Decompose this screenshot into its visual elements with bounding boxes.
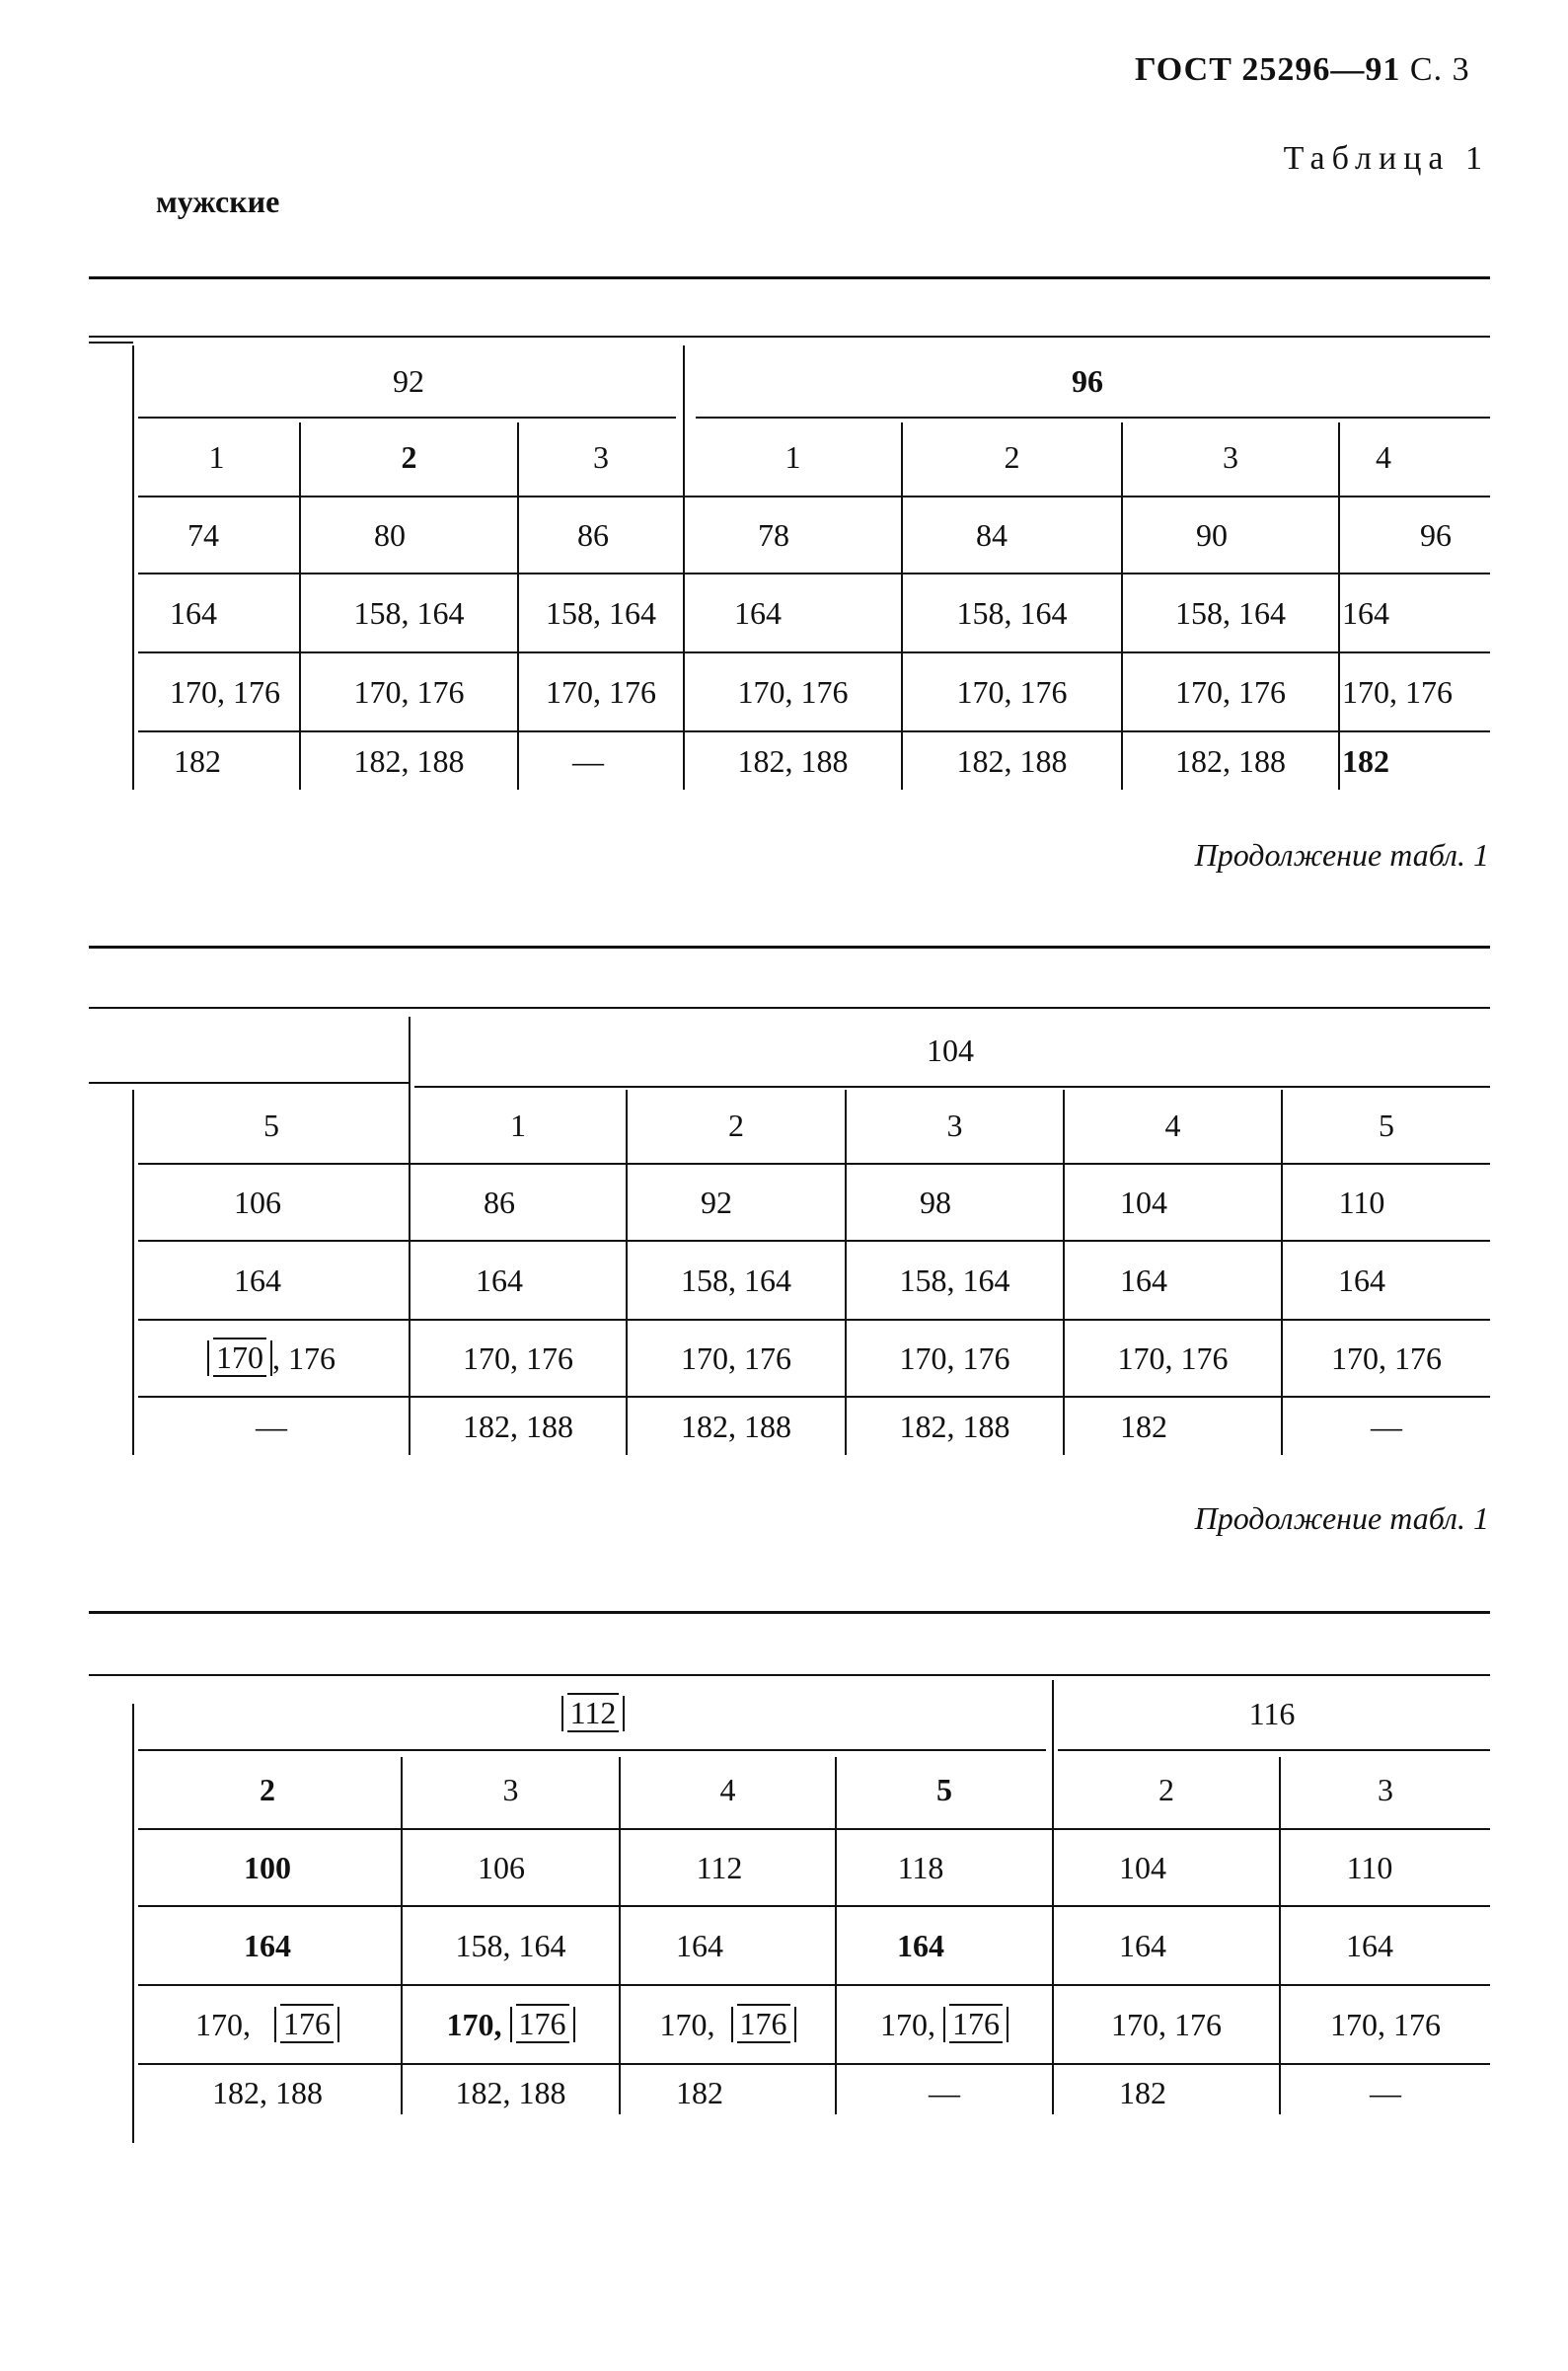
table-cell: 182, 188 <box>681 1408 791 1444</box>
table-cell: 96 <box>1420 516 1452 553</box>
table-cell: 100 <box>244 1849 291 1885</box>
table-cell: 182, 188 <box>463 1408 573 1444</box>
table-cell: 170, 176 <box>1331 1339 1442 1376</box>
table-cell: 158, 164 <box>1175 594 1286 631</box>
table-cell: 74 <box>187 516 219 553</box>
boxed-value-text: 176 <box>516 2004 569 2043</box>
continuation-label: Продолжение табл. 1 <box>1194 1500 1489 1536</box>
column-head: 4 <box>1376 438 1391 475</box>
table-cell: 170, 176 <box>737 673 849 710</box>
boxed-value-text: 176 <box>737 2004 790 2043</box>
group-header: 116 <box>1248 1695 1296 1731</box>
table-cell: 118 <box>897 1849 944 1885</box>
column-head: 2 <box>1158 1771 1174 1807</box>
boxed-value-text: 176 <box>280 2004 334 2043</box>
table-cell: 164 <box>734 594 782 631</box>
table-cell: 98 <box>920 1184 951 1220</box>
boxed-value <box>943 2007 1008 2041</box>
boxed-value <box>731 2007 796 2041</box>
table-cell-prefix: 170, <box>446 2006 502 2042</box>
table-cell <box>134 1321 409 1396</box>
table-cell: 182, 188 <box>956 742 1068 779</box>
table-cell: 164 <box>1119 1927 1166 1963</box>
table-cell: 170, 176 <box>1111 2006 1222 2042</box>
table-cell: 90 <box>1196 516 1228 553</box>
table-cell: 164 <box>676 1927 723 1963</box>
table-cell: 170, 176 <box>170 673 280 710</box>
column-head: 2 <box>260 1771 275 1807</box>
column-head: 3 <box>1223 438 1238 475</box>
table-cell-prefix: 170, <box>195 2006 251 2042</box>
continuation-label: Продолжение табл. 1 <box>1194 837 1489 873</box>
table-cell: 164 <box>234 1262 281 1298</box>
table-cell: 182, 188 <box>737 742 849 779</box>
table-cell: 158, 164 <box>899 1262 1010 1298</box>
table-cell: 158, 164 <box>353 594 465 631</box>
boxed-value <box>561 1696 626 1730</box>
boxed-value-text: 176 <box>949 2004 1003 2043</box>
boxed-value <box>274 2007 339 2041</box>
table-cell: 182, 188 <box>1175 742 1286 779</box>
table-cell: 158, 164 <box>681 1262 791 1298</box>
column-head: 5 <box>936 1771 952 1807</box>
column-head: 3 <box>593 438 609 475</box>
column-head: 3 <box>946 1107 963 1143</box>
table-cell: 182, 188 <box>455 2074 566 2110</box>
boxed-value-text: 170 <box>213 1338 266 1377</box>
table-cell <box>134 1986 401 2063</box>
column-head: 4 <box>719 1771 736 1807</box>
table-cell: 92 <box>701 1184 732 1220</box>
table-cell: 164 <box>1346 1927 1393 1963</box>
table-cell: — <box>1371 1408 1402 1444</box>
table-cell: 182, 188 <box>899 1408 1010 1444</box>
table-subtitle: мужские <box>156 184 280 219</box>
rule <box>89 342 133 344</box>
table-cell: — <box>256 1408 287 1444</box>
table-cell: 182 <box>1119 2074 1166 2110</box>
table-cell: 86 <box>484 1184 515 1220</box>
table-cell: 104 <box>1120 1184 1167 1220</box>
group-header: 104 <box>927 1032 974 1068</box>
table-cell: 170, 176 <box>1342 673 1453 710</box>
table-cell: 80 <box>374 516 406 553</box>
table-cell: 170, 176 <box>463 1339 573 1376</box>
group-header: 96 <box>1072 362 1103 399</box>
table-cell: 78 <box>758 516 789 553</box>
table-cell: 170, 176 <box>956 673 1068 710</box>
rule <box>89 1674 1490 1676</box>
table-cell: 104 <box>1119 1849 1166 1885</box>
table-cell: 84 <box>976 516 1008 553</box>
table-cell: 164 <box>1342 594 1389 631</box>
table-title: Таблица 1 <box>1283 140 1489 177</box>
rule <box>89 1611 1490 1614</box>
table-cell: 158, 164 <box>546 594 656 631</box>
table-cell: 170, 176 <box>1175 673 1286 710</box>
table-cell: 170, 176 <box>899 1339 1010 1376</box>
table-cell: 110 <box>1338 1184 1385 1220</box>
document-code <box>1135 51 1470 89</box>
rule <box>89 946 1490 949</box>
column-head: 4 <box>1164 1107 1181 1143</box>
table-cell: 106 <box>234 1184 281 1220</box>
group-header: 92 <box>393 362 424 399</box>
column-head: 3 <box>1378 1771 1393 1807</box>
table-cell: 86 <box>577 516 609 553</box>
column-head: 2 <box>728 1107 744 1143</box>
table-cell: 112 <box>696 1849 743 1885</box>
column-head: 1 <box>208 438 225 475</box>
column-head: 3 <box>502 1771 519 1807</box>
table-cell: 182 <box>174 742 221 779</box>
table-cell: — <box>929 2074 960 2110</box>
column-head: 5 <box>1379 1107 1394 1143</box>
column-head: 2 <box>401 438 417 475</box>
boxed-value <box>207 1340 272 1375</box>
table-cell: 170, 176 <box>546 673 656 710</box>
table-cell-rest: , 176 <box>272 1339 336 1376</box>
table-cell: 164 <box>1338 1262 1385 1298</box>
column-head: 2 <box>1004 438 1020 475</box>
table-cell: — <box>1370 2074 1401 2110</box>
table-cell <box>837 1986 1052 2063</box>
table-cell: 110 <box>1346 1849 1393 1885</box>
table-cell: 182 <box>676 2074 723 2110</box>
table-cell: 170, 176 <box>1330 2006 1441 2042</box>
table-cell: 164 <box>244 1927 291 1963</box>
table-cell: 164 <box>1120 1262 1167 1298</box>
table-cell-prefix: 170, <box>880 2006 935 2042</box>
table-cell-prefix: 170, <box>659 2006 715 2042</box>
table-cell: 164 <box>897 1927 944 1963</box>
column-head: 5 <box>263 1107 279 1143</box>
table-cell: 170, 176 <box>353 673 465 710</box>
column-head: 1 <box>784 438 801 475</box>
table-cell: 164 <box>476 1262 523 1298</box>
table-cell: — <box>572 742 604 779</box>
table-cell: 170, 176 <box>1117 1339 1229 1376</box>
rule <box>89 276 1490 279</box>
table-cell: 182 <box>1120 1408 1167 1444</box>
rule <box>89 1007 1490 1009</box>
document-code-text: ГОСТ 25296—91 <box>1135 51 1401 88</box>
table-cell: 164 <box>170 594 217 631</box>
boxed-value-text: 112 <box>567 1693 620 1732</box>
table-cell <box>403 1986 619 2063</box>
table-cell: 182, 188 <box>353 742 465 779</box>
table-cell: 170, 176 <box>681 1339 791 1376</box>
boxed-value <box>510 2007 575 2041</box>
table-cell: 158, 164 <box>455 1927 566 1963</box>
rule <box>89 336 1490 338</box>
table-cell: 182, 188 <box>212 2074 323 2110</box>
rule <box>89 1082 410 1084</box>
table-cell: 182 <box>1342 742 1389 779</box>
page-number: С. 3 <box>1409 51 1470 88</box>
column-head: 1 <box>510 1107 526 1143</box>
group-header <box>134 1678 1052 1749</box>
table-cell <box>621 1986 835 2063</box>
table-cell: 106 <box>478 1849 525 1885</box>
table-cell: 158, 164 <box>956 594 1068 631</box>
